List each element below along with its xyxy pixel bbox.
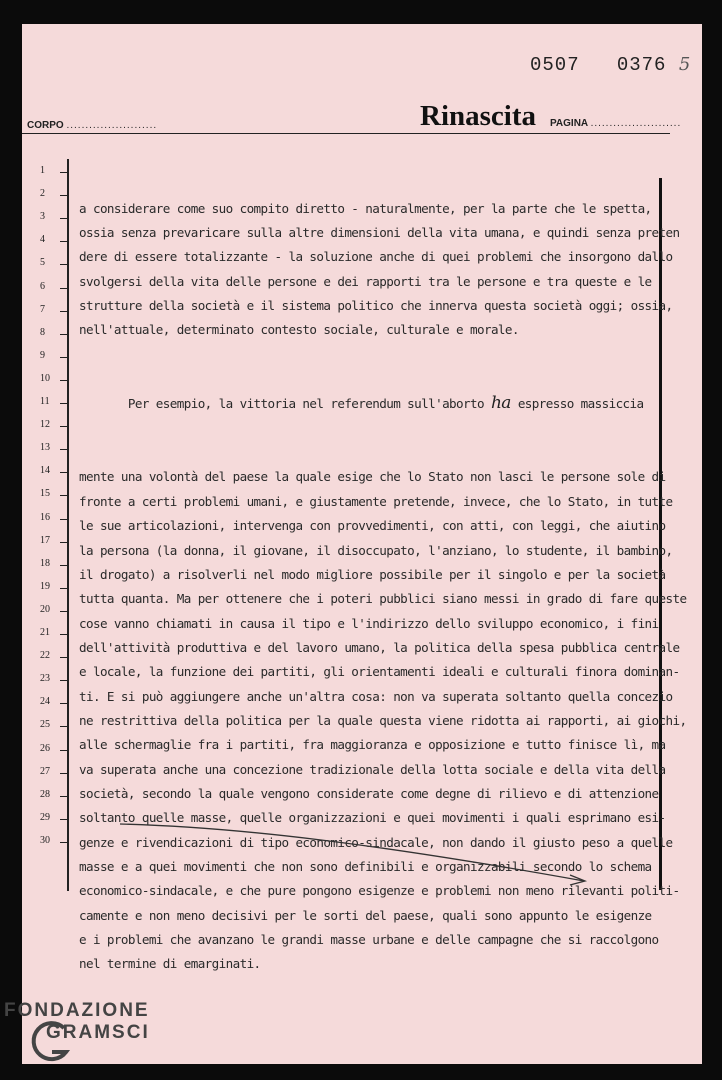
text-line: e locale, la funzione dei partiti, gli orientamenti ideali e culturali finora dominan- <box>79 664 680 680</box>
line-number: 20 <box>36 605 68 619</box>
text-line: soltanto quelle masse, quelle organizzazioni e quei movimenti i quali esprimano esi- <box>79 810 666 826</box>
line-number: 28 <box>36 790 68 804</box>
line-number: 7 <box>36 305 68 319</box>
line-number: 3 <box>36 212 68 226</box>
text-line: nell'attuale, determinato contesto sociale, culturale e morale. <box>79 322 519 338</box>
line-number: 5 <box>36 258 68 272</box>
line-number: 8 <box>36 328 68 342</box>
corpo-field <box>27 120 157 131</box>
text-line: genze e rivendicazioni di tipo economico-sindacale, non dando il giusto peso a quelle <box>79 834 673 850</box>
pagina-field <box>550 118 681 129</box>
text-line: economico-sindacale, e che pure pongono esigenze e problemi non meno rilevanti politi- <box>79 883 680 899</box>
line-number: 4 <box>36 235 68 249</box>
text-line: società, secondo la quale vengono considerate come degne di rilievo e di attenzione <box>79 785 659 801</box>
line-number: 2 <box>36 189 68 203</box>
line-number: 22 <box>36 651 68 665</box>
text-line: nel termine di emarginati. <box>79 956 261 972</box>
line-number: 16 <box>36 513 68 527</box>
paragraph-2-first-line: Per esempio, la vittoria nel referendum sull'aborto ha espresso massiccia <box>79 393 644 414</box>
text-line: ti. E si può aggiungere anche un'altra cosa: non va superata soltanto quella concezio <box>79 688 673 704</box>
continuation-arrow-icon <box>118 819 598 899</box>
pagina-label: PAGINA <box>550 118 588 129</box>
text-line: strutture della società e il sistema politico che innerva questa società oggi; ossia, <box>79 298 673 314</box>
document-id-code: 0507 0376 5 <box>530 54 692 76</box>
line-number: 10 <box>36 374 68 388</box>
text-line: va superata anche una concezione tradizionale della lotta sociale e della vita della <box>79 761 666 777</box>
text-line: ne restrittiva della politica per la quale questa viene ridotta ai rapporti, ai giochi, <box>79 712 687 728</box>
line-number: 29 <box>36 813 68 827</box>
line-number: 1 <box>36 166 68 180</box>
text-line: camente e non meno decisivi per le sorti del paese, quali sono appunto le esigenze <box>79 907 652 923</box>
text-line: e i problemi che avanzano le grandi masse urbane e delle campagne che si raccolgono <box>79 932 659 947</box>
text-line: tutta quanta. Ma per ottenere che i poteri pubblici siano messi in grado di fare queste <box>79 591 687 607</box>
paragraph-2 <box>79 465 687 976</box>
line-number: 18 <box>36 559 68 573</box>
text-line: le sue articolazioni, intervenga con provvedimenti, con atti, con leggi, che aiutino <box>79 518 666 534</box>
masthead-title: Rinascita <box>420 100 536 132</box>
text-line: la persona (la donna, il giovane, il disoccupato, l'anziano, lo studente, il bambino, <box>79 542 673 558</box>
line-number: 30 <box>36 836 68 850</box>
corpo-label: CORPO <box>27 120 64 131</box>
text-line: fronte a certi problemi umani, e giustamente pretende, invece, che lo Stato, in tutte <box>79 493 673 509</box>
gramsci-logo-icon <box>30 1018 72 1066</box>
header-rule <box>22 133 670 134</box>
text-line: il drogato) a risolverli nel modo migliore possibile per il singolo e per la società <box>79 566 666 582</box>
pagina-dots: ........................ <box>590 118 682 129</box>
watermark-line-2: GRAMSCI <box>46 1022 150 1043</box>
text-line: svolgersi della vita delle persone e dei rapporti tra le persone e tra queste e le <box>79 273 652 289</box>
line-number: 24 <box>36 697 68 711</box>
handwritten-correction: ha <box>490 393 511 414</box>
text-line: mente una volontà del paese la quale esige che lo Stato non lasci le persone sole di <box>79 469 666 485</box>
paragraph-1 <box>79 197 679 343</box>
line-number: 15 <box>36 489 68 503</box>
line-number: 12 <box>36 420 68 434</box>
line-number: 26 <box>36 744 68 758</box>
line-number: 21 <box>36 628 68 642</box>
line-number: 14 <box>36 466 68 480</box>
line-number: 13 <box>36 443 68 457</box>
line-number: 11 <box>36 397 68 411</box>
corpo-dots: ........................ <box>66 120 158 131</box>
line-number: 19 <box>36 582 68 596</box>
text-line: alle schermaglie fra i partiti, fra maggioranza e opposizione e tutto finisce lì, ma <box>79 737 666 753</box>
typescript-page <box>22 24 702 1064</box>
line-number: 9 <box>36 351 68 365</box>
line-number: 27 <box>36 767 68 781</box>
handwritten-page-number: 5 <box>678 54 692 75</box>
line-number: 25 <box>36 720 68 734</box>
text-line: ossia senza prevaricare sulla altre dimensioni della vita umana, e quindi senza preten <box>79 225 680 241</box>
watermark-line-1: FONDAZIONE <box>4 1000 150 1021</box>
text-line: masse e a quei movimenti che non sono definibili e organizzabili secondo lo schema <box>79 858 652 874</box>
text-line: dell'attività produttiva e del lavoro umano, la politica della spesa pubblica centrale <box>79 639 680 655</box>
fondazione-gramsci-watermark <box>4 1000 150 1044</box>
text-line: a considerare come suo compito diretto - naturalmente, per la parte che le spetta, <box>79 200 652 216</box>
text-line: dere di essere totalizzante - la soluzione anche di quei problemi che insorgono dallo <box>79 249 673 265</box>
line-number: 6 <box>36 282 68 296</box>
line-number: 23 <box>36 674 68 688</box>
text-line: cose vanno chiamati in causa il tipo e l'indirizzo dello sviluppo economico, i fini <box>79 615 659 631</box>
line-number: 17 <box>36 536 68 550</box>
